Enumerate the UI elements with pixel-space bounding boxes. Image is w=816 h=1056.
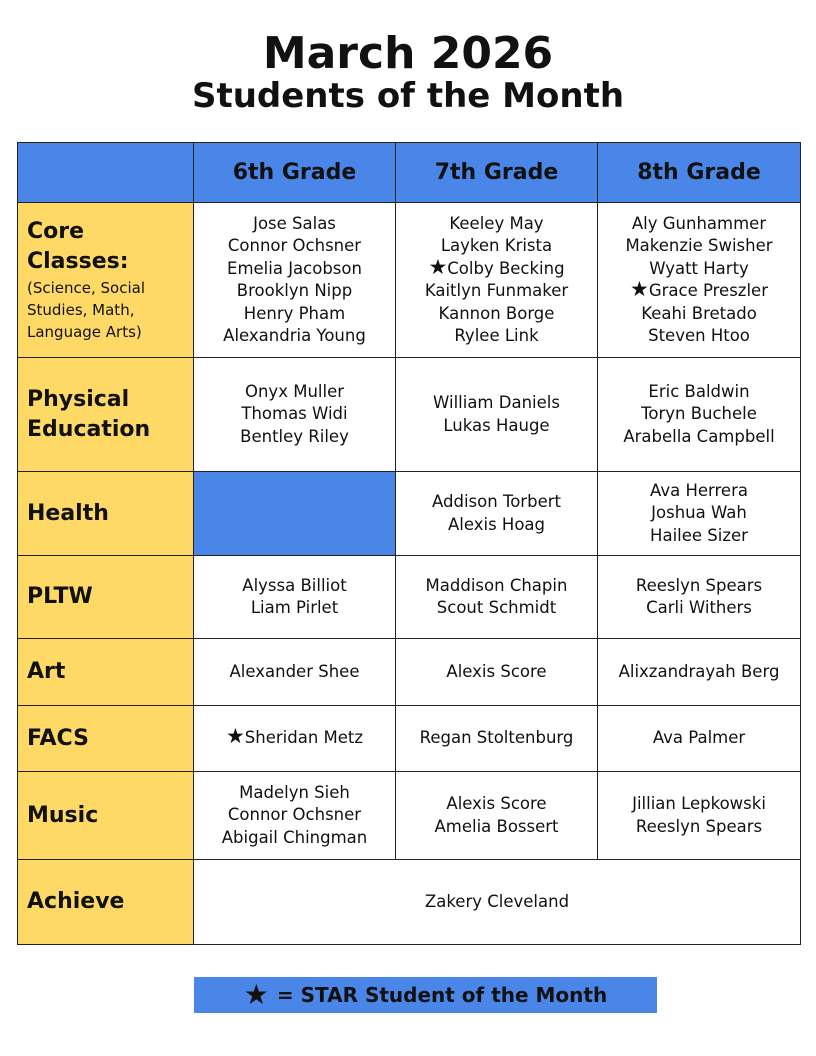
student-name-text: Toryn Buchele [641, 404, 757, 424]
category-row [18, 203, 801, 358]
grade-header: 6th Grade [194, 143, 396, 203]
student-name-text: William Daniels [433, 393, 560, 412]
student-name [598, 381, 800, 404]
name-cell [396, 203, 598, 358]
name-cell [598, 472, 801, 556]
name-cell [396, 772, 598, 860]
student-name [194, 303, 395, 326]
student-name [194, 426, 395, 449]
category-label [18, 639, 194, 706]
student-name [396, 392, 597, 415]
category-row [18, 472, 801, 556]
student-name [396, 213, 597, 236]
category-name: FACS [27, 725, 89, 751]
name-cell [194, 860, 801, 945]
student-name [598, 426, 800, 449]
student-name-text: Alyssa Billiot [242, 575, 347, 595]
student-name [598, 235, 800, 258]
student-name [396, 727, 597, 750]
student-name-text: Scout Schmidt [436, 598, 557, 617]
student-name [396, 597, 597, 620]
student-name-text: Alexander Shee [229, 661, 360, 681]
name-cell [194, 203, 396, 358]
student-name-text: Sheridan Metz [244, 728, 364, 748]
student-name [396, 235, 597, 258]
category-label [18, 772, 194, 860]
student-name-text: Keahi Bretado [641, 303, 757, 323]
student-name [396, 303, 597, 326]
student-name [194, 213, 395, 236]
student-name-text: Kaitlyn Funmaker [424, 281, 569, 300]
student-name-text: Alexis Score [446, 661, 547, 681]
student-name-text: Rylee Link [454, 326, 539, 345]
student-name [396, 514, 597, 537]
student-name-text: Alexandria Young [223, 326, 366, 345]
name-cell [194, 556, 396, 639]
student-name-text: Brooklyn Nipp [236, 281, 353, 300]
student-name-text: Addison Torbert [432, 492, 561, 511]
student-name [194, 891, 800, 914]
name-cell [598, 358, 801, 472]
student-name [598, 325, 800, 348]
student-name [194, 804, 395, 827]
name-cell [396, 472, 598, 556]
category-row [18, 860, 801, 945]
student-name [194, 575, 395, 598]
student-name-text: Steven Htoo [648, 326, 750, 345]
category-row [18, 772, 801, 860]
category-label [18, 556, 194, 639]
student-name [194, 597, 395, 620]
student-name-text: Keeley May [449, 213, 544, 233]
student-name-text: Connor Ochsner [227, 236, 362, 255]
student-name-text: Jose Salas [253, 213, 336, 233]
page-subtitle: Students of the Month [191, 76, 625, 116]
student-name [598, 277, 800, 303]
student-name [598, 525, 800, 548]
student-name [194, 258, 395, 281]
category-name: Achieve [27, 889, 125, 914]
student-name-text: Connor Ochsner [227, 805, 362, 825]
category-label [18, 472, 194, 556]
category-name: Physical Education [27, 386, 151, 442]
student-name [194, 661, 395, 684]
student-name-text: Liam Pirlet [250, 598, 339, 617]
student-name-text: Thomas Widi [241, 404, 348, 424]
student-name [194, 782, 395, 805]
student-name [598, 502, 800, 525]
header-corner [18, 143, 194, 203]
category-row [18, 639, 801, 706]
student-name-text: Joshua Wah [651, 503, 747, 523]
student-name-text: Ava Palmer [652, 728, 746, 748]
student-name-text: Zakery Cleveland [424, 891, 570, 911]
student-name-text: Eric Baldwin [648, 381, 750, 401]
student-name [598, 303, 800, 326]
student-name [194, 827, 395, 850]
name-cell [598, 203, 801, 358]
student-name-text: Amelia Bossert [434, 816, 559, 836]
star-icon: ★ [428, 254, 448, 279]
student-name-text: Arabella Campbell [623, 426, 775, 446]
student-name [194, 724, 395, 750]
student-name-text: Alixzandrayah Berg [618, 661, 780, 681]
name-cell [396, 639, 598, 706]
student-name [598, 213, 800, 236]
name-cell [598, 706, 801, 772]
student-name [396, 491, 597, 514]
student-name-text: Regan Stoltenburg [419, 728, 574, 748]
student-name [396, 280, 597, 303]
student-name-text: Maddison Chapin [425, 575, 568, 595]
name-cell [194, 472, 396, 556]
student-name-text: Emelia Jacobson [227, 258, 362, 278]
student-name [396, 661, 597, 684]
students-table [17, 142, 801, 945]
student-name [598, 575, 800, 598]
category-label [18, 203, 194, 358]
category-label [18, 358, 194, 472]
student-name [598, 661, 800, 684]
student-name [598, 258, 800, 281]
name-cell [194, 772, 396, 860]
star-legend [194, 977, 657, 1013]
student-name [396, 816, 597, 839]
student-name-text: Layken Krista [440, 236, 553, 255]
grade-header-row [18, 143, 801, 203]
student-name [598, 597, 800, 620]
page-title: March 2026 [262, 28, 554, 79]
student-name [396, 254, 597, 281]
name-cell [598, 772, 801, 860]
name-cell [194, 639, 396, 706]
student-name [598, 727, 800, 750]
student-name-text: Lukas Hauge [443, 415, 550, 435]
student-name [194, 381, 395, 404]
category-row [18, 556, 801, 639]
student-name [396, 415, 597, 438]
star-icon: ★ [225, 724, 245, 749]
student-name [598, 480, 800, 503]
student-name-text: Ava Herrera [650, 480, 748, 500]
student-name-text: Abigail Chingman [221, 827, 368, 847]
category-row [18, 358, 801, 472]
student-name-text: Makenzie Swisher [625, 236, 773, 255]
student-name-text: Madelyn Sieh [239, 782, 350, 802]
star-icon: ★ [243, 978, 269, 1011]
star-icon: ★ [630, 277, 649, 301]
student-name-text: Carli Withers [646, 598, 752, 617]
student-name [598, 793, 800, 816]
student-name-text: Hailee Sizer [650, 525, 748, 545]
category-row [18, 706, 801, 772]
student-name-text: Onyx Muller [244, 381, 345, 401]
name-cell [194, 358, 396, 472]
name-cell [396, 358, 598, 472]
student-name [194, 235, 395, 258]
category-name: Music [27, 802, 99, 828]
category-label [18, 706, 194, 772]
student-name-text: Jillian Lepkowski [632, 794, 766, 813]
category-note: (Science, Social Studies, Math, Language Arts) [27, 279, 146, 341]
name-cell [598, 556, 801, 639]
student-name [194, 403, 395, 426]
category-name: PLTW [27, 584, 93, 609]
grade-header: 7th Grade [396, 143, 598, 203]
student-name-text: Colby Becking [447, 258, 565, 278]
legend-text: = STAR Student of the Month [276, 983, 608, 1007]
student-name-text: Wyatt Harty [649, 258, 749, 278]
name-cell [396, 706, 598, 772]
student-name [598, 403, 800, 426]
student-name [194, 325, 395, 348]
student-name-text: Aly Gunhammer [631, 213, 767, 233]
category-name: Core Classes: [27, 219, 129, 274]
name-cell [194, 706, 396, 772]
student-name-text: Reeslyn Spears [635, 575, 763, 595]
student-name-text: Kannon Borge [438, 303, 555, 323]
student-name [396, 793, 597, 816]
student-name-text: Henry Pham [243, 303, 346, 323]
category-label [18, 860, 194, 945]
category-name: Health [27, 500, 109, 526]
category-name: Art [27, 659, 66, 684]
student-name [598, 816, 800, 839]
student-name-text: Reeslyn Spears [635, 816, 763, 836]
name-cell [396, 556, 598, 639]
grade-header: 8th Grade [598, 143, 801, 203]
student-name-text: Alexis Score [446, 794, 547, 813]
student-name [194, 280, 395, 303]
student-name [396, 575, 597, 598]
student-name-text: Alexis Hoag [447, 514, 545, 534]
student-name [396, 325, 597, 348]
name-cell [598, 639, 801, 706]
student-name-text: Bentley Riley [240, 426, 349, 446]
student-name-text: Grace Preszler [648, 281, 768, 300]
